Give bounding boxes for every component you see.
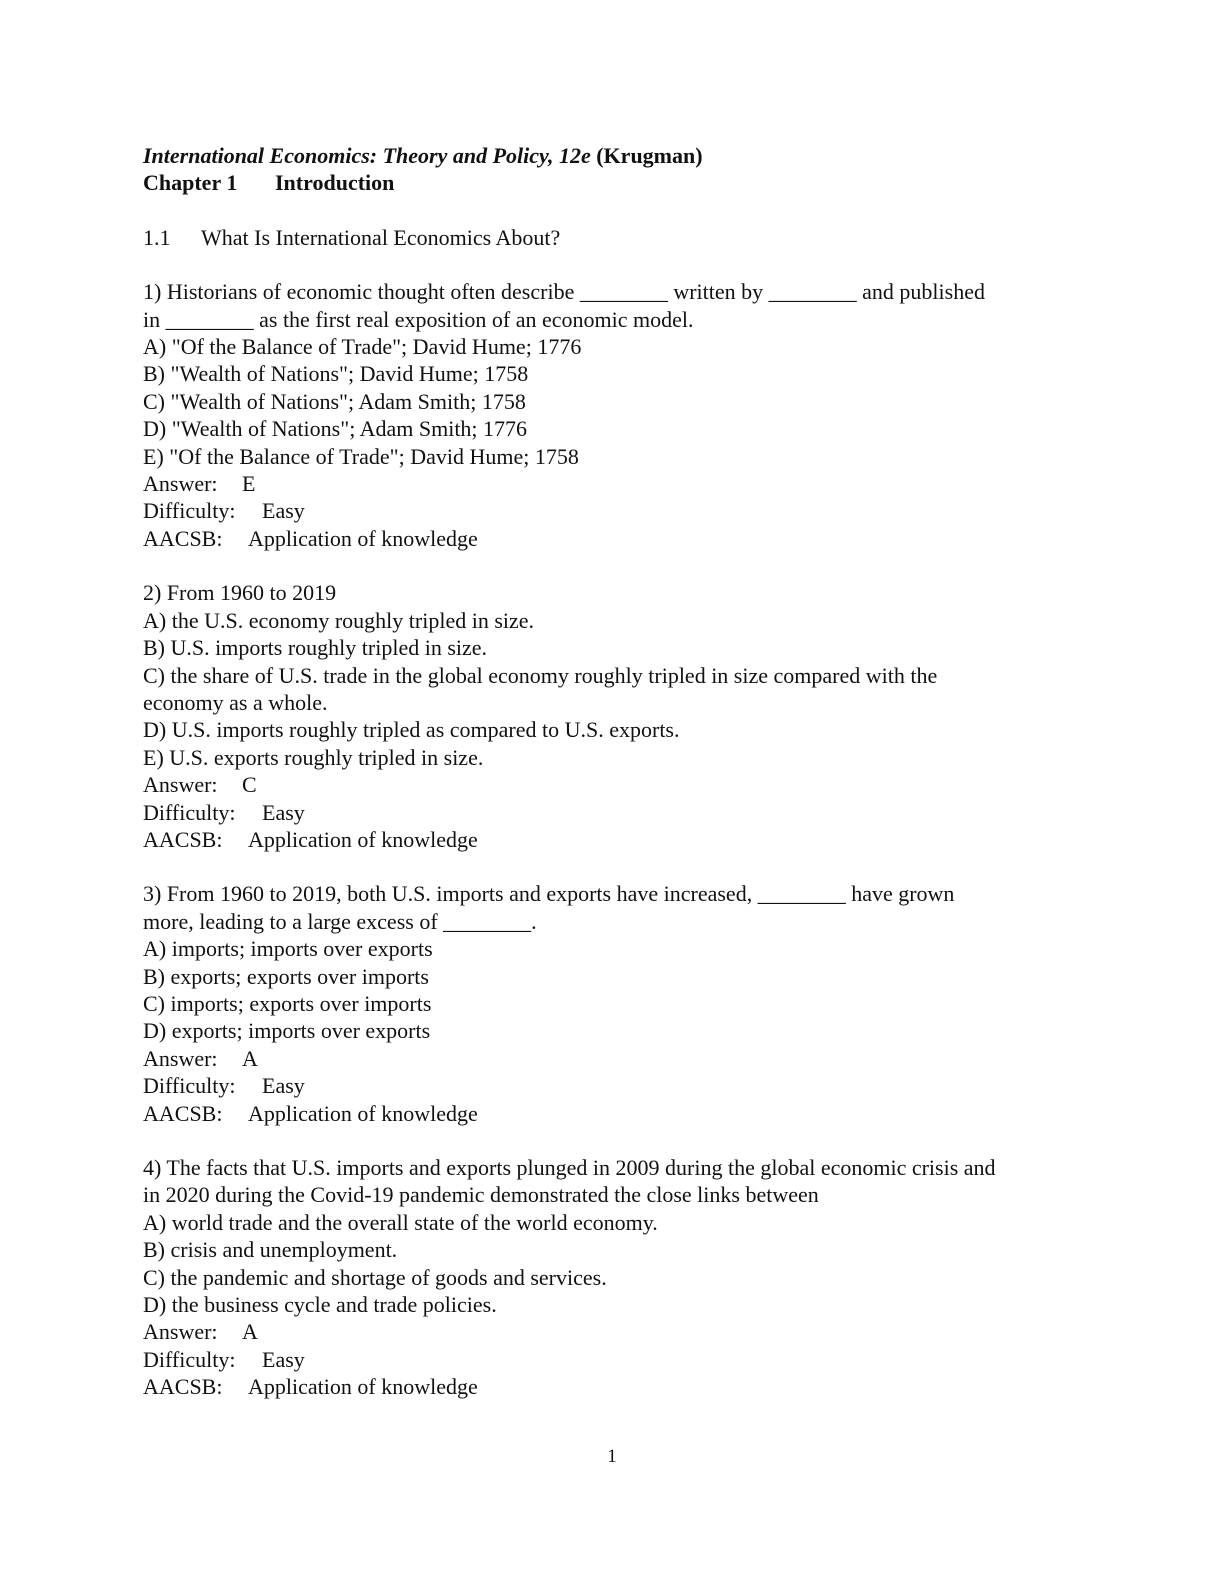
aacsb-line — [143, 1100, 1083, 1127]
answer-line — [143, 1045, 1083, 1072]
answer-value: E — [242, 471, 256, 497]
answer-option: D) the business cycle and trade policies. — [143, 1292, 497, 1318]
chapter-title: Introduction — [275, 170, 395, 196]
book-author: (Krugman) — [596, 143, 703, 168]
aacsb-line — [143, 1373, 1083, 1400]
aacsb-label: AACSB: — [143, 826, 223, 852]
answer-value: A — [242, 1045, 258, 1071]
answer-option: B) "Wealth of Nations"; David Hume; 1758 — [143, 361, 529, 387]
answer-line — [143, 1318, 1083, 1345]
question-4 — [143, 1154, 1083, 1401]
chapter-number: Chapter 1 — [143, 170, 238, 196]
question-2 — [143, 579, 1083, 853]
chapter-heading — [143, 169, 1083, 196]
question-stem: 2) From 1960 to 2019 — [143, 580, 337, 606]
aacsb-line — [143, 826, 1083, 853]
aacsb-value: Application of knowledge — [248, 525, 478, 551]
difficulty-line — [143, 1346, 1083, 1373]
aacsb-value: Application of knowledge — [248, 1374, 478, 1400]
answer-value: C — [242, 772, 257, 798]
aacsb-value: Application of knowledge — [248, 1100, 478, 1126]
question-stem-continued: in ________ as the first real exposition of an economic model. — [143, 306, 694, 332]
answer-option: B) U.S. imports roughly tripled in size. — [143, 635, 488, 661]
answer-label: Answer: — [143, 1319, 218, 1345]
question-3 — [143, 880, 1083, 1127]
aacsb-label: AACSB: — [143, 1374, 223, 1400]
answer-option: C) "Wealth of Nations"; Adam Smith; 1758 — [143, 388, 526, 414]
question-1 — [143, 278, 1083, 552]
difficulty-label: Difficulty: — [143, 1073, 236, 1099]
question-stem: 1) Historians of economic thought often describe ________ written by ________ and published — [143, 279, 985, 305]
difficulty-value: Easy — [262, 1346, 305, 1372]
answer-option: D) "Wealth of Nations"; Adam Smith; 1776 — [143, 416, 528, 442]
book-title — [143, 142, 1083, 169]
question-stem-continued: more, leading to a large excess of ________. — [143, 908, 537, 934]
answer-value: A — [242, 1319, 258, 1345]
page-number: 1 — [607, 1446, 617, 1467]
difficulty-value: Easy — [262, 799, 305, 825]
question-stem: 4) The facts that U.S. imports and exports plunged in 2009 during the global economic crisis and — [143, 1155, 996, 1180]
answer-label: Answer: — [143, 772, 218, 798]
answer-label: Answer: — [143, 1045, 218, 1071]
book-title-italic: International Economics: Theory and Policy, 12e — [143, 143, 591, 168]
answer-option: A) the U.S. economy roughly tripled in size. — [143, 607, 535, 633]
difficulty-line — [143, 1072, 1083, 1099]
question-stem: 3) From 1960 to 2019, both U.S. imports and exports have increased, ________ have grown — [143, 881, 955, 907]
section-number: 1.1 — [143, 224, 171, 250]
answer-option-continued: economy as a whole. — [143, 689, 328, 715]
document-page — [143, 142, 1083, 1401]
aacsb-label: AACSB: — [143, 525, 223, 551]
aacsb-value: Application of knowledge — [248, 826, 478, 852]
answer-option: E) U.S. exports roughly tripled in size. — [143, 744, 484, 770]
difficulty-line — [143, 497, 1083, 524]
difficulty-value: Easy — [262, 498, 305, 524]
aacsb-line — [143, 525, 1083, 552]
answer-option: E) "Of the Balance of Trade"; David Hume; 1758 — [143, 443, 579, 469]
answer-option: C) imports; exports over imports — [143, 990, 432, 1016]
answer-option: C) the pandemic and shortage of goods and services. — [143, 1264, 607, 1290]
aacsb-label: AACSB: — [143, 1100, 223, 1126]
question-stem-continued: in 2020 during the Covid-19 pandemic demonstrated the close links between — [143, 1182, 819, 1208]
answer-option: A) world trade and the overall state of the world economy. — [143, 1209, 658, 1235]
difficulty-value: Easy — [262, 1073, 305, 1099]
difficulty-line — [143, 799, 1083, 826]
answer-option: B) crisis and unemployment. — [143, 1237, 398, 1263]
difficulty-label: Difficulty: — [143, 799, 236, 825]
answer-option: D) exports; imports over exports — [143, 1018, 431, 1044]
answer-option: A) "Of the Balance of Trade"; David Hume; 1776 — [143, 334, 582, 360]
section-heading — [143, 224, 1083, 251]
answer-line — [143, 470, 1083, 497]
section-title: What Is International Economics About? — [201, 224, 561, 250]
answer-line — [143, 771, 1083, 798]
answer-option: B) exports; exports over imports — [143, 963, 429, 989]
answer-label: Answer: — [143, 471, 218, 497]
difficulty-label: Difficulty: — [143, 498, 236, 524]
answer-option: C) the share of U.S. trade in the global economy roughly tripled in size compared with the — [143, 662, 938, 688]
answer-option: D) U.S. imports roughly tripled as compared to U.S. exports. — [143, 717, 680, 743]
answer-option: A) imports; imports over exports — [143, 936, 433, 962]
difficulty-label: Difficulty: — [143, 1346, 236, 1372]
